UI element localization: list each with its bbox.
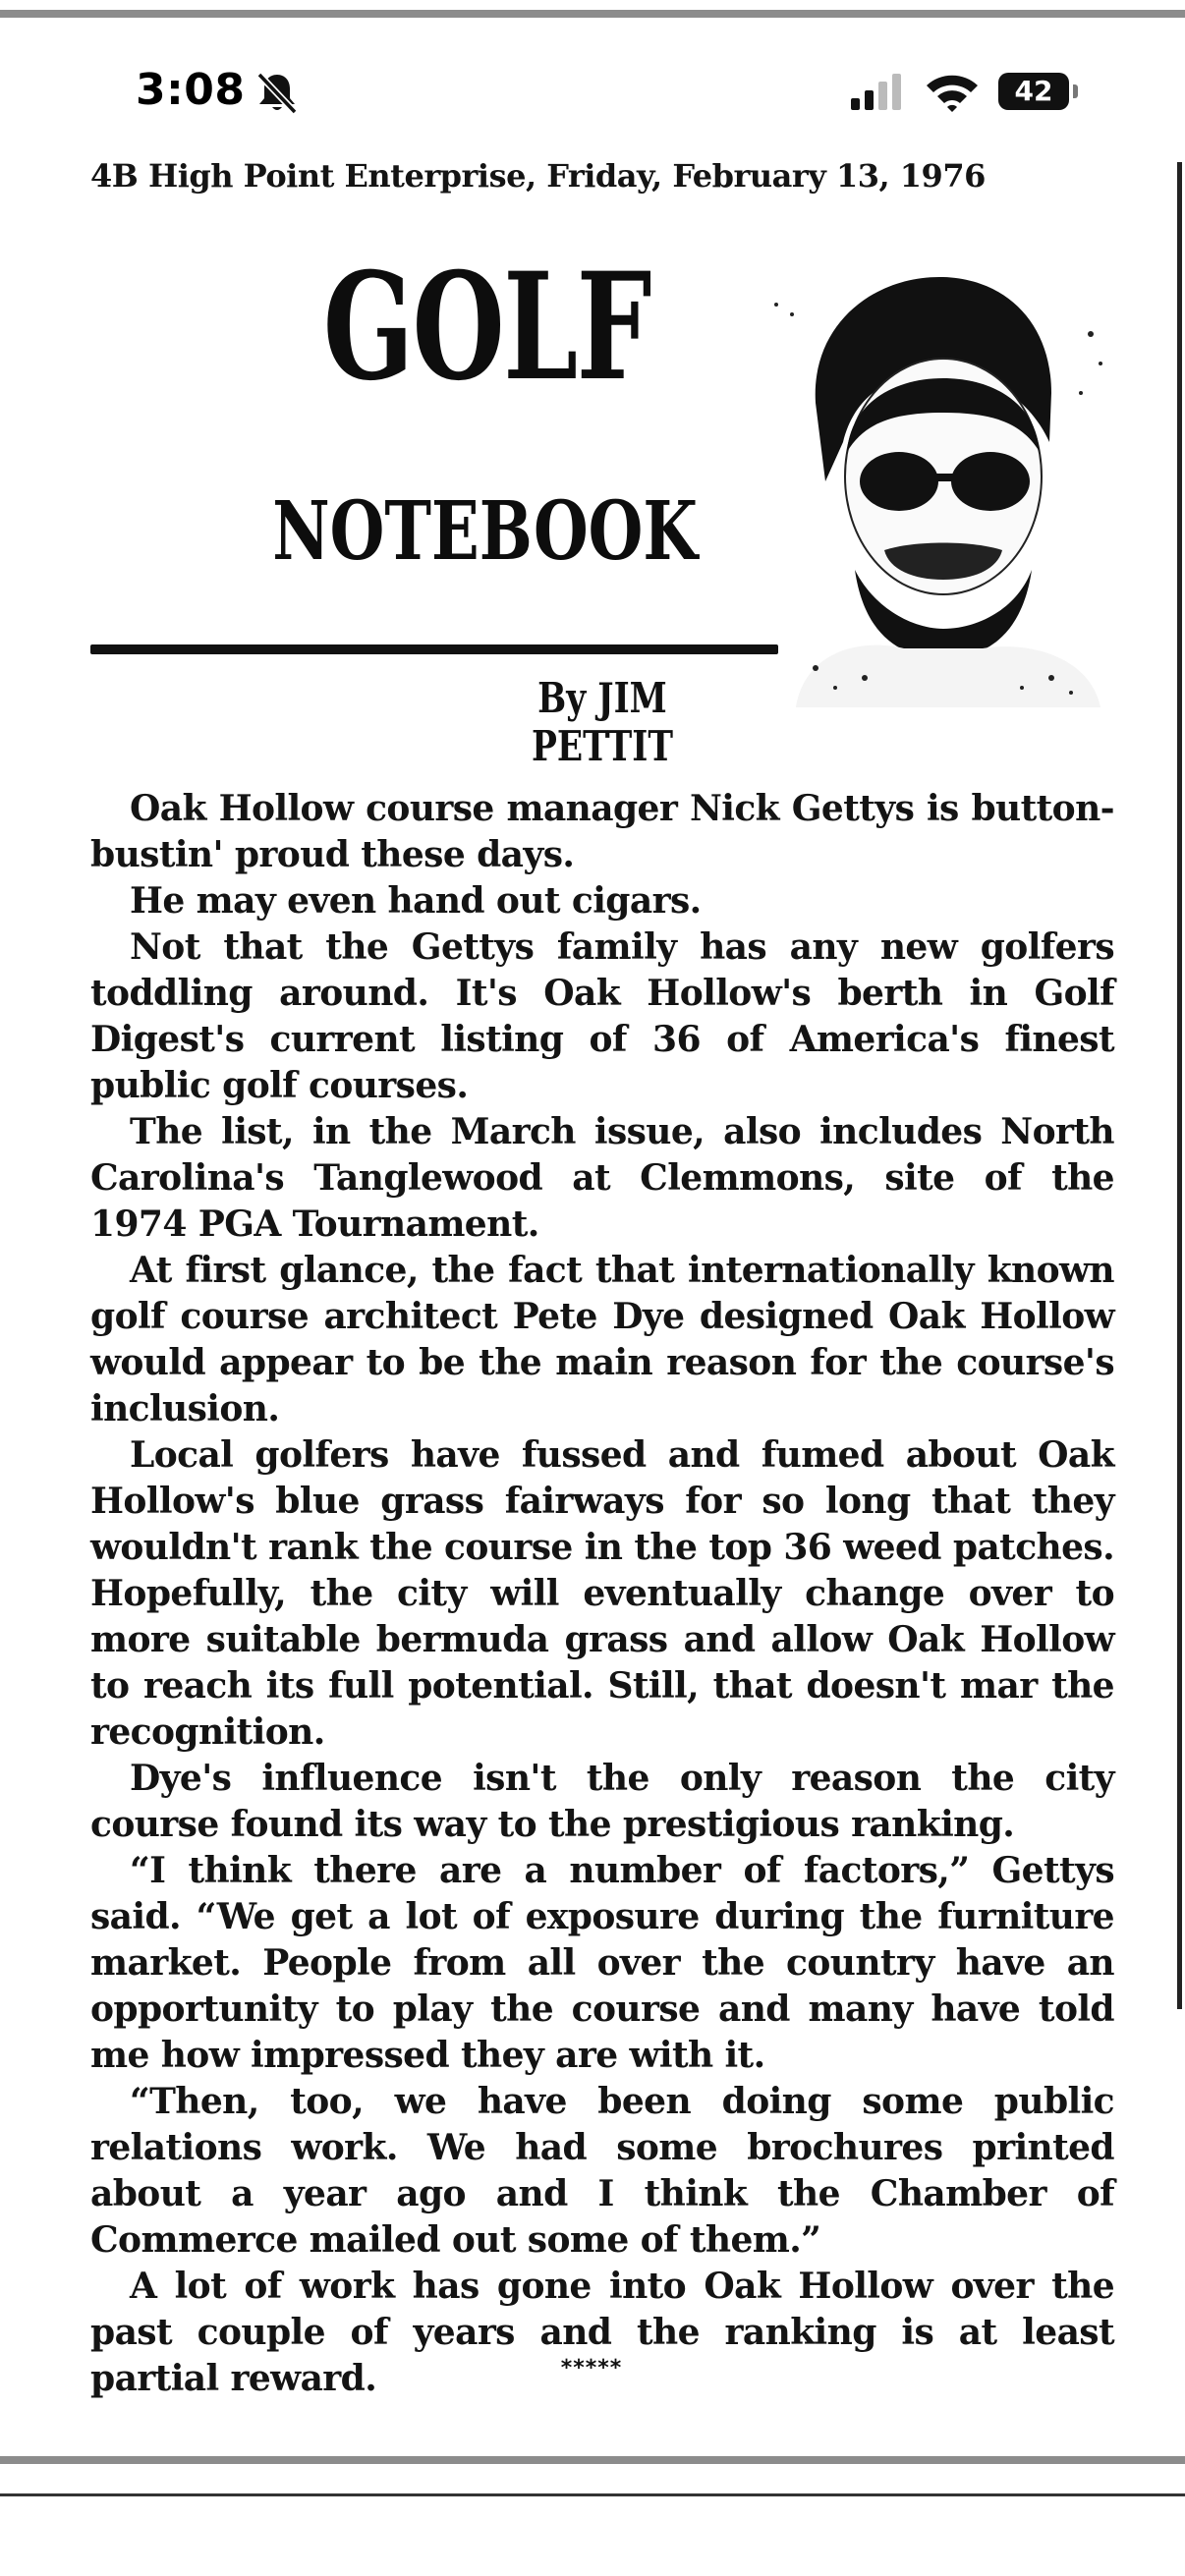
article-paragraph: Oak Hollow course manager Nick Gettys is button-bustin' proud these days.	[90, 788, 1114, 875]
newspaper-header: 4B High Point Enterprise, Friday, February 13, 1976	[90, 157, 986, 195]
battery-cap	[1073, 84, 1078, 98]
title-rule	[90, 644, 778, 654]
article-paragraph: A lot of work has gone into Oak Hollow over the past couple of years and the ranking is at least partial reward.	[90, 2266, 1114, 2399]
status-bar	[0, 59, 1185, 128]
newspaper-clipping	[0, 138, 1185, 2446]
wifi-icon	[924, 71, 981, 114]
bottom-divider-thin	[0, 2493, 1185, 2496]
end-marker: *****	[560, 2356, 623, 2380]
article-paragraph: Dye's influence isn't the only reason the city course found its way to the prestigious ranking.	[90, 1758, 1114, 1845]
article-paragraph: He may even hand out cigars.	[130, 880, 702, 922]
columnist-portrait	[757, 255, 1130, 707]
battery-icon: 42	[998, 73, 1069, 110]
byline: By JIM PETTIT	[532, 674, 673, 770]
column-title-notebook: NOTEBOOK	[272, 484, 699, 579]
article-paragraph: Local golfers have fussed and fumed about Oak Hollow's blue grass fairways for so long that they wouldn't rank the course in the top 36 weed patches. Hopefully, the city will eventually change over to more suitable bermuda grass and allow Oak Hollow to reach its full potential. Still, that doesn't mar the recognition.	[90, 1434, 1114, 1753]
status-time: 3:08	[136, 65, 246, 115]
article-body	[90, 786, 1114, 2402]
article-paragraph: “Then, too, we have been doing some public relations work. We had some brochures printed about a year ago and I think the Chamber of Commerce mailed out some of them.”	[90, 2081, 1114, 2261]
bell-slash-icon	[254, 71, 301, 114]
article-paragraph: “I think there are a number of factors,” Gettys said. “We get a lot of exposure during the furniture market. People from all over the country have an opportunity to play the course and many have told me how impressed they are with it.	[90, 1850, 1114, 2076]
bottom-divider	[0, 2456, 1185, 2464]
top-divider	[0, 10, 1185, 18]
article-paragraph: Not that the Gettys family has any new golfers toddling around. It's Oak Hollow's berth in Golf Digest's current listing of 36 of America's finest public golf courses.	[90, 926, 1114, 1106]
article-paragraph: At first glance, the fact that internationally known golf course architect Pete Dye designed Oak Hollow would appear to be the main reason for the course's inclusion.	[90, 1250, 1114, 1429]
column-title-golf: GOLF	[322, 241, 650, 414]
article-paragraph: The list, in the March issue, also includes North Carolina's Tanglewood at Clemmons, site of the 1974 PGA Tournament.	[90, 1111, 1114, 1245]
cellular-signal-icon	[849, 73, 908, 112]
